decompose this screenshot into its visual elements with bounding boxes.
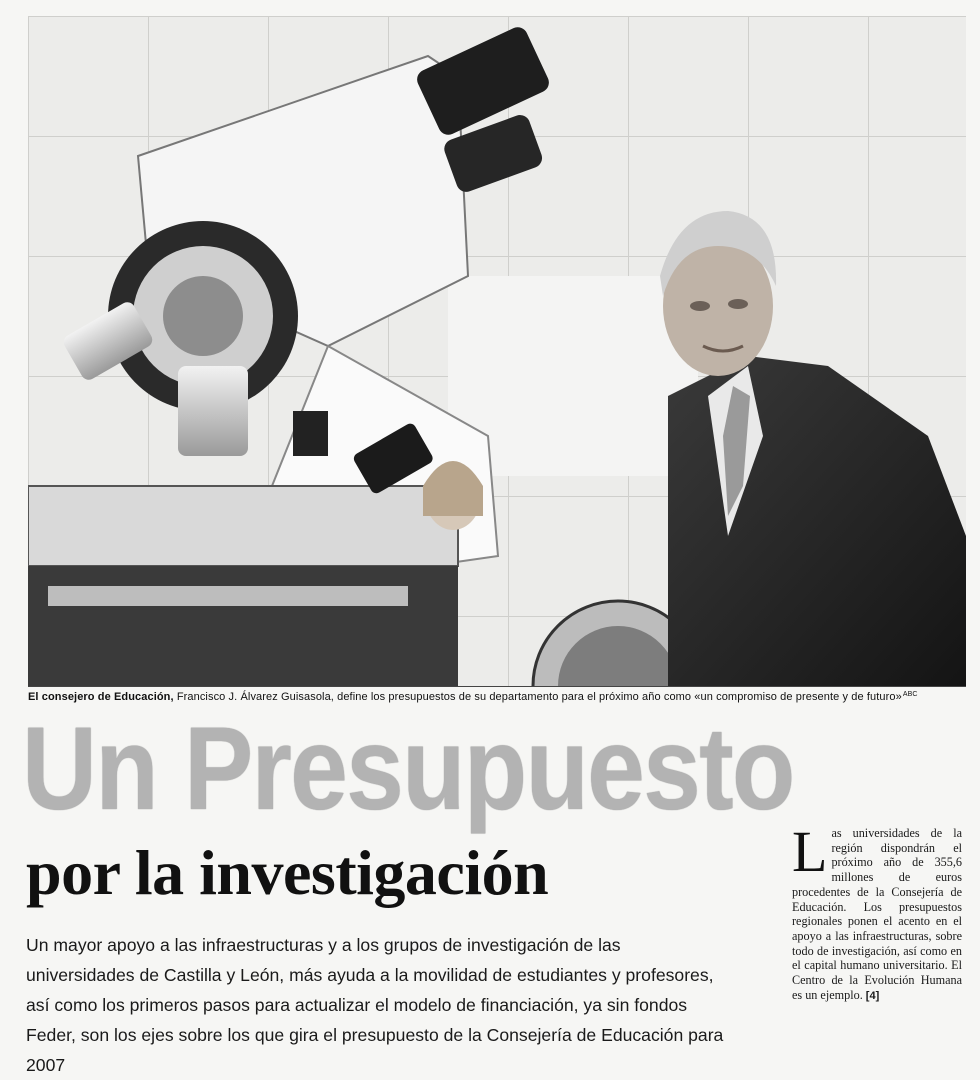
article-standfirst: Un mayor apoyo a las infraestructuras y a los grupos de investigación de las universidades de Castilla y León, más ayuda a la movilidad de estudiantes y profesores, así como los primeros pasos para actualizar el modelo de financiación, ya sin fondos Feder, son los ejes sobre los que gira el presupuesto de la Consejería de Educación para 2007: [26, 935, 724, 1075]
photo-credit: ABC: [902, 691, 918, 698]
page-reference[interactable]: [4]: [865, 989, 880, 1002]
caption-text: Francisco J. Álvarez Guisasola, define los presupuestos de su departamento para el próximo año como «un compromiso de presente y de futuro»: [176, 691, 902, 703]
photo-microscope-man-icon: [28, 16, 966, 686]
headline-title: Un Presupuesto: [22, 703, 794, 835]
caption-lead: El consejero de Educación,: [28, 691, 174, 703]
headline-subtitle: por la investigación: [26, 837, 549, 908]
sidebar-text: as universidades de la región dispondrán el próximo año de 355,6 millones de euros procedentes de la Consejería de Educación. Los presupuestos regionales ponen el acento en el apoyo a las infraestructuras, sobre todo de investigación, así como en el capital humano universitario. El Centro de la Evolución Humana es un ejemplo.: [792, 826, 962, 1002]
sidebar-summary: [792, 819, 962, 1003]
article-photo: [28, 16, 966, 687]
dropcap-letter: L: [792, 819, 828, 884]
photo-caption: [28, 691, 968, 703]
